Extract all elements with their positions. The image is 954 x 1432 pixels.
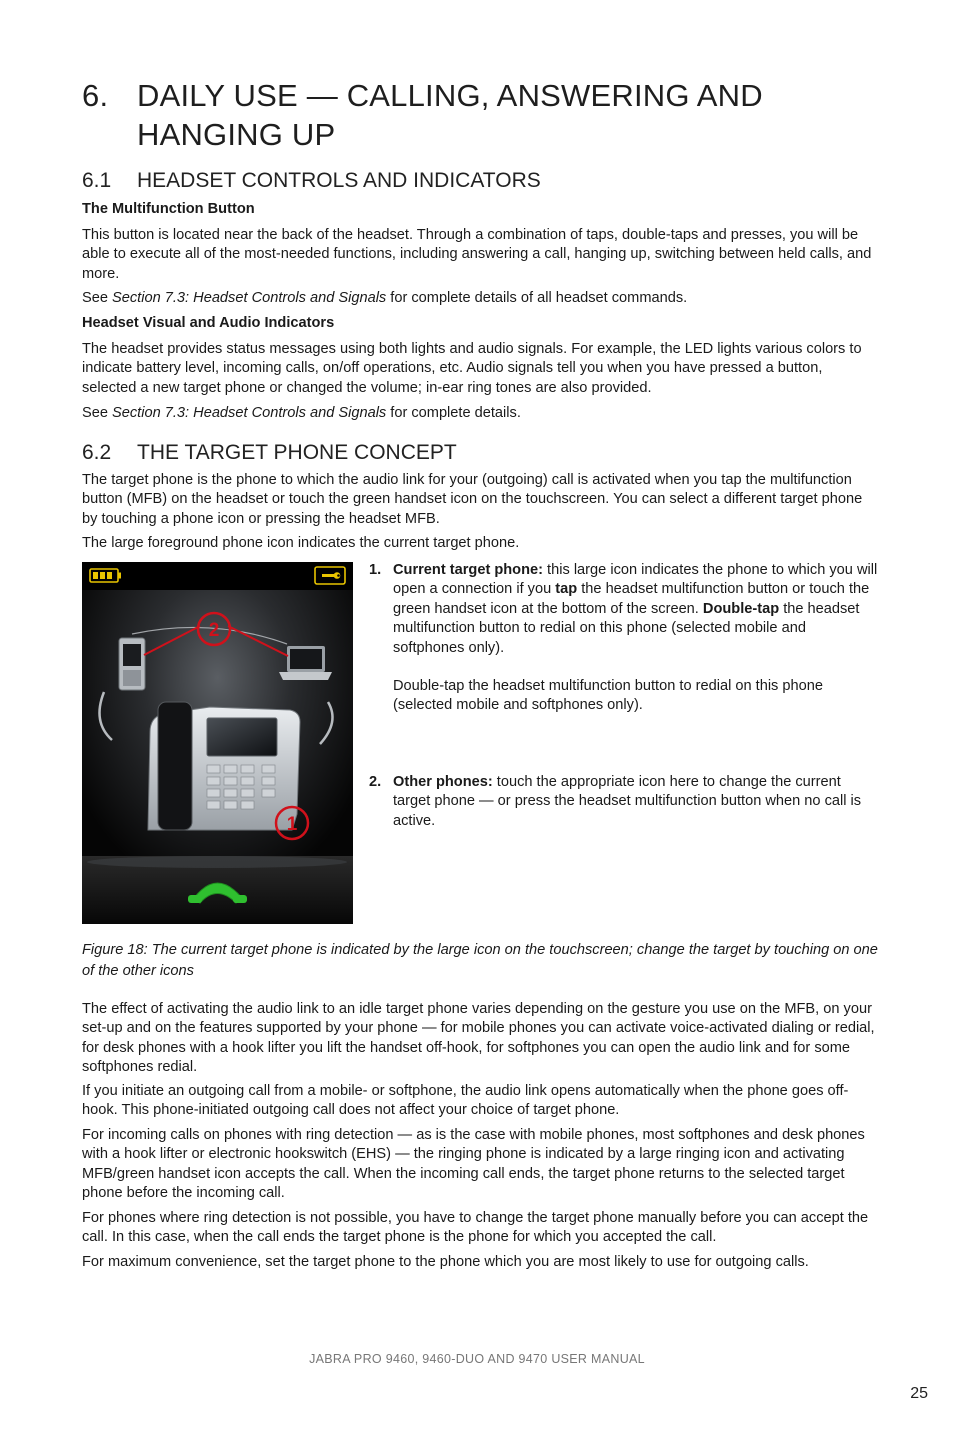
subheading-indicators: Headset Visual and Audio Indicators xyxy=(82,315,335,331)
paragraph: The large foreground phone icon indicates the current target phone. xyxy=(82,535,520,551)
page-number: 25 xyxy=(910,1385,928,1402)
section-heading-6-1 xyxy=(82,168,541,194)
see-reference xyxy=(82,404,877,423)
emphasis: Double-tap xyxy=(702,600,780,617)
paragraph: If you initiate an outgoing call from a mobile- or softphone, the audio link opens automatically when the phone goes off-hook. This phone-initiated outgoing call does not affect your choice of target phone. xyxy=(82,1083,849,1119)
list-item-body xyxy=(393,561,879,716)
desk-phone-icon[interactable] xyxy=(148,702,300,830)
paragraph: This button is located near the back of the headset. Through a combination of taps, double-taps and presses, you will be able to execute all of the most-needed functions, including answering a call, hanging up, switching between held calls, and more. xyxy=(82,227,872,282)
paragraph: For maximum convenience, set the target phone to the phone which you are most likely to use for outgoing calls. xyxy=(82,1254,809,1270)
section-reference: Section 7.3: Headset Controls and Signals xyxy=(112,405,387,421)
list-item-current-target xyxy=(369,561,879,721)
chapter-title: DAILY USE — CALLING, ANSWERING AND HANGING UP xyxy=(137,78,763,152)
text: touch the appropriate icon here to change the current target phone — or press the headset multifunction button when no call is active. xyxy=(393,774,862,829)
section-title: HEADSET CONTROLS AND INDICATORS xyxy=(137,169,541,192)
text: for complete details of all headset commands. xyxy=(386,290,688,306)
paragraph: The target phone is the phone to which the audio link for your (outgoing) call is activated when you tap the multifunction button (MFB) on the headset or touch the green handset icon on the touchscreen. You can select a different target phone by touching a phone icon or pressing the headset MFB. xyxy=(82,472,863,527)
text: for complete details. xyxy=(386,405,521,421)
chapter-number: 6. xyxy=(82,78,109,113)
footer-manual-title: JABRA PRO 9460, 9460-DUO AND 9470 USER MANUAL xyxy=(309,1352,645,1366)
see-reference xyxy=(82,289,877,308)
text: the headset multifunction button or touch the green handset icon at the bottom of the screen. xyxy=(393,581,870,617)
paragraph: For phones where ring detection is not possible, you have to change the target phone manually before you can accept the call. In this case, when the call ends the target phone is the phone for which you accepted the call. xyxy=(82,1210,869,1246)
section-number: 6.1 xyxy=(82,169,112,192)
emphasis: tap xyxy=(555,581,578,598)
section-heading-6-2 xyxy=(82,440,457,466)
paragraph: The headset provides status messages using both lights and audio signals. For example, the LED lights various colors to indicate battery level, incoming calls, on/off operations, etc. Audio signals tell you when you have pressed a button, selected a new target phone or changed the volume; in-ear ring tones are also provided. xyxy=(82,341,862,396)
callout-1-label: 1 xyxy=(286,814,298,835)
list-item-note: Double-tap the headset multifunction button to redial on this phone (selected mobile and softphones only). xyxy=(393,678,823,714)
list-item-lead: Other phones: xyxy=(393,774,493,790)
touchscreen-figure xyxy=(82,562,353,924)
paragraph: For incoming calls on phones with ring detection — as is the case with mobile phones, most softphones and desk phones with a hook lifter or electronic hookswitch (EHS) — the ringing phone is indicated by a large ringing icon and activating MFB/green handset icon accepts the call. When the incoming call ends, the target phone returns to the selected target phone before the incoming call. xyxy=(82,1127,865,1202)
callout-2-label: 2 xyxy=(208,620,220,641)
list-number: 2. xyxy=(369,774,382,790)
mobile-phone-icon[interactable] xyxy=(119,638,145,690)
section-reference: Section 7.3: Headset Controls and Signals xyxy=(112,290,387,306)
list-item-other-phones xyxy=(369,773,879,833)
text: the headset multifunction button to redial on this phone (selected mobile and softphones only). xyxy=(393,600,860,656)
list-number: 1. xyxy=(369,562,382,578)
list-item-body xyxy=(393,773,879,831)
figure-caption: Figure 18: The current target phone is indicated by the large icon on the touchscreen; change the target by touching on one of the other icons xyxy=(82,942,878,979)
text: this large icon indicates the phone to which you will open a connection if you xyxy=(393,562,878,598)
list-item-lead: Current target phone: xyxy=(393,562,543,578)
section-number: 6.2 xyxy=(82,441,112,464)
text: See xyxy=(82,405,113,421)
section-title: THE TARGET PHONE CONCEPT xyxy=(137,441,457,464)
subheading-multifunction-button: The Multifunction Button xyxy=(82,201,255,217)
text: See xyxy=(82,290,113,306)
paragraph: The effect of activating the audio link to an idle target phone varies depending on the gesture you use on the MFB, on your set-up and on the features supported by your phone — for mobile phones you can activate voice-activated dialing or redial, for desk phones with a hook lifter you lift the handset off-hook, for softphones you can open the audio link and for some softphones redial. xyxy=(82,1001,875,1076)
